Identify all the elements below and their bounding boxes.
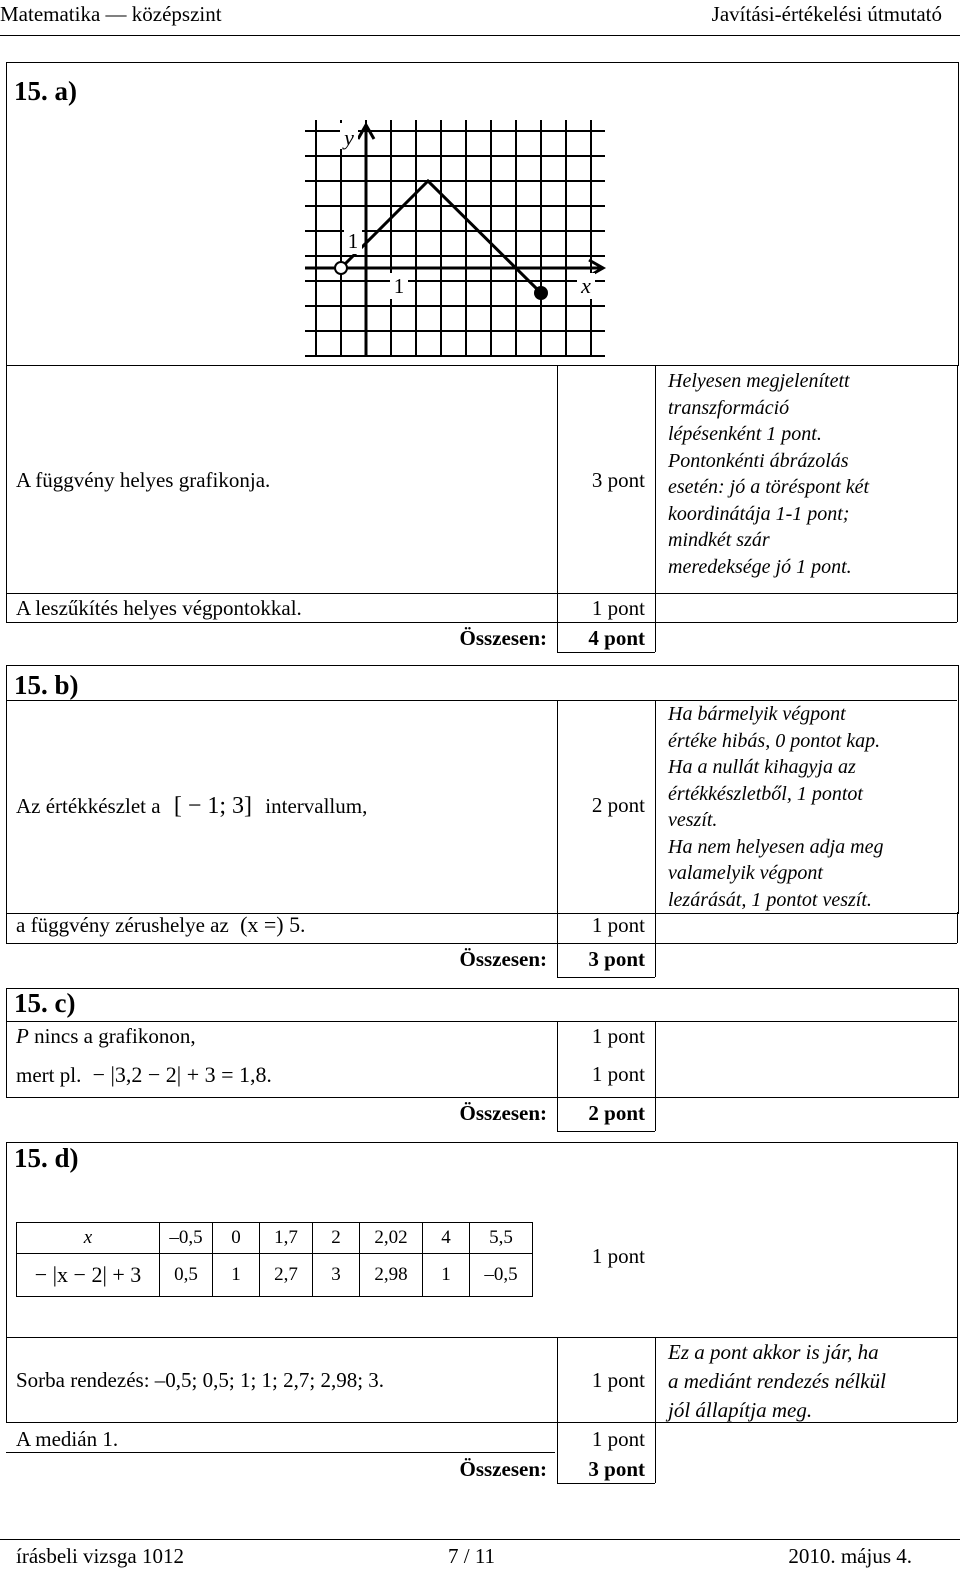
a-row2-points: 1 pont	[591, 596, 645, 620]
footer-rule	[0, 1539, 960, 1540]
a-row1-points: 3 pont	[591, 468, 645, 492]
b-row1-note: Ha bármelyik végpont értéke hibás, 0 pontot kap. Ha a nullát kihagyja az értékkészletből, 1 pontot veszít. Ha nem helyesen adja meg valamelyik végpont lezárását, 1 pontot veszít.	[668, 703, 884, 911]
c-total-points: 2 pont	[588, 1101, 645, 1125]
section-c-title: 15. c)	[14, 988, 76, 1018]
header-left: Matematika — középszint	[0, 2, 222, 26]
section-d-title: 15. d)	[14, 1143, 79, 1173]
footer-center: 7 / 11	[448, 1544, 496, 1568]
graph-y-label: y	[344, 125, 354, 150]
graph-x-label: x	[581, 273, 591, 298]
c-row2-text: mert pl. − |3,2 − 2| + 3 = 1,8.	[16, 1062, 272, 1087]
a-row1-text: A függvény helyes grafikonja.	[16, 468, 271, 492]
d-row2-text: A medián 1.	[16, 1427, 119, 1451]
graph-closed-endpoint	[534, 286, 548, 300]
value-table-head-x: x	[17, 1223, 160, 1254]
b-interval: [ − 1; 3]	[173, 793, 253, 819]
section-b-title: 15. b)	[14, 670, 79, 700]
function-graph	[300, 115, 620, 365]
b-row2-text: a függvény zérushelye az (x =) 5.	[16, 912, 306, 937]
b-row1-points: 2 pont	[591, 793, 645, 817]
c-row2-math: − |3,2 − 2| + 3 = 1,8	[92, 1062, 267, 1087]
footer-right: 2010. május 4.	[788, 1544, 912, 1568]
b-total-label: Összesen:	[459, 947, 547, 971]
c-total-label: Összesen:	[459, 1101, 547, 1125]
a-row1-note: Helyesen megjelenített transzformáció lépésenként 1 pont. Pontonkénti ábrázolás esetén: jó a töréspont két koordinátája 1-1 pont; mindkét szár meredeksége jó 1 pont.	[668, 370, 870, 578]
value-table-row-x: x –0,5 0 1,7 2 2,02 4 5,5	[17, 1223, 533, 1254]
value-table	[16, 1222, 533, 1297]
d-total-points: 3 pont	[588, 1457, 645, 1481]
b-total-points: 3 pont	[588, 947, 645, 971]
header-right: Javítási-értékelési útmutató	[711, 2, 942, 26]
c-row1-points: 1 pont	[591, 1024, 645, 1048]
section-a-title: 15. a)	[14, 76, 77, 106]
d-total-label: Összesen:	[459, 1457, 547, 1481]
d-row1-note: Ez a pont akkor is jár, ha a mediánt rendezés nélkül jól állapítja meg.	[668, 1340, 886, 1422]
a-row2-text: A leszűkítés helyes végpontokkal.	[16, 596, 302, 620]
c-row1-text: P nincs a grafikonon,	[16, 1024, 196, 1048]
footer-left: írásbeli vizsga 1012	[16, 1544, 184, 1568]
d-row1-text: Sorba rendezés: –0,5; 0,5; 1; 1; 2,7; 2,98; 3.	[16, 1368, 385, 1392]
d-row2-points: 1 pont	[591, 1427, 645, 1451]
c-row2-points: 1 pont	[591, 1062, 645, 1086]
graph-x-unit-label: 1	[393, 274, 405, 298]
a-total-points: 4 pont	[588, 626, 645, 650]
a-total-label: Összesen:	[459, 626, 547, 650]
b-zero-math: (x =) 5	[240, 912, 301, 937]
header-rule	[0, 35, 960, 36]
b-row1-text: Az értékkészlet a [ − 1; 3] intervallum,	[16, 793, 368, 819]
d-table-points: 1 pont	[591, 1244, 645, 1268]
b-row2-points: 1 pont	[591, 913, 645, 937]
value-table-head-fx: − |x − 2| + 3	[17, 1254, 160, 1297]
graph-open-endpoint	[335, 262, 347, 274]
value-table-row-fx: − |x − 2| + 3 0,5 1 2,7 3 2,98 1 –0,5	[17, 1254, 533, 1297]
d-row1-points: 1 pont	[591, 1368, 645, 1392]
graph-y-unit-label: 1	[347, 229, 359, 253]
